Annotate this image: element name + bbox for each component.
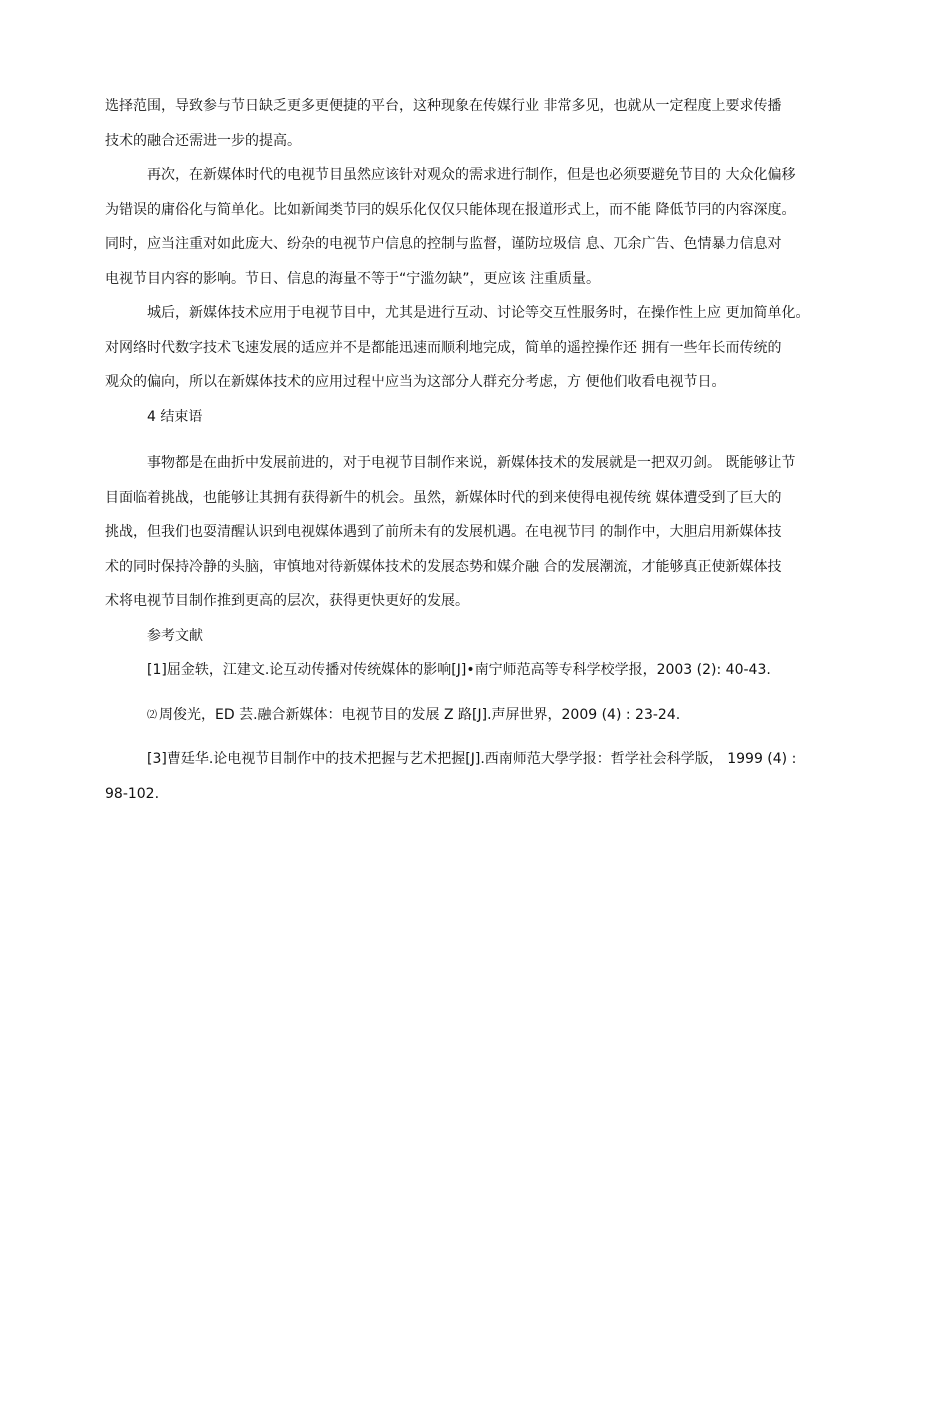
reference-list <box>105 659 845 817</box>
reference-marker: ⑵ <box>147 709 157 721</box>
section-heading: 4 结束语 <box>147 408 203 425</box>
paragraph-line: 观众的偏向，所以在新媒体技术的应用过程屮应当为这部分人群充分考虑，方 便他们收看电视节日。 <box>105 374 726 390</box>
paragraph-line: 电视节目内容的影响。节日、信息的海量不等于“宁滥勿缺”，更应该 注重质量。 <box>105 270 600 287</box>
paragraph-line: 挑战，但我们也耍清醒认识到电视媒体遇到了前所未有的发展机遇。在电视节冃 的制作中，大胆启用新媒体技 <box>105 524 782 540</box>
reference-item <box>105 704 845 739</box>
paragraph-line: 技术的融合还需进一步的提高。 <box>105 132 301 149</box>
paragraph-line: 事物都是在曲折中发展前进的，对于电视节目制作来说，新媒体技术的发展就是一把双刃剑。 既能够让节 <box>147 455 796 471</box>
reference-item: [3]曹廷华.论电视节目制作中的技术把握与艺术把握[J].西南师范大學学报：哲学社会科学版， 1999 (4) : <box>147 751 797 767</box>
document-body <box>105 95 845 817</box>
paragraph-line: 再次，在新媒体时代的电视节目虽然应该针对观众的需求进行制作，但是也必须要避免节目的 大众化偏移 <box>147 167 796 183</box>
reference-item: [1]屈金轶，江建文.论互动传播对传统媒体的影响[J]•南宁师范高等专科学校学报，2003 (2): 40-43. <box>147 662 771 678</box>
paragraph-2 <box>105 164 845 302</box>
paragraph-line: 目面临着挑战，也能够让其拥有获得新牛的机会。虽然，新媒体时代的到来使得电视传统 媒体遭受到了巨大的 <box>105 489 782 506</box>
reference-continuation: 98-102. <box>105 785 160 802</box>
paragraph-1 <box>105 95 845 164</box>
reference-text: 周俊光，ED 芸.融合新媒体：电视节目的发展 Z 路[J].声屏世界，2009 (4) : 23-24. <box>159 706 681 723</box>
paragraph-line: 术将电视节目制作推到更高的层次，获得更快更好的发展。 <box>105 593 469 609</box>
conclusion-paragraph <box>105 452 845 625</box>
paragraph-line: 同时，应当注重对如此庞大、纷杂的电视节户信息的控制与监督，谨防垃圾信 息、兀余广告、色情暴力信息对 <box>105 236 782 252</box>
paragraph-line: 城后，新媒体技术应用于电视节目中，尤其是进行互动、讨论等交互性服务时，在操作性上应 更加简单化。 <box>147 305 810 321</box>
paragraph-3 <box>105 302 845 406</box>
paragraph-line: 对网络时代数字技术飞速发展的适应并不是都能迅速而顺利地完成，简单的遥控操作还 拥有一些年长而传统的 <box>105 339 782 356</box>
paragraph-line: 为错误的庸俗化与简单化。比如新闻类节冃的娱乐化仅仅只能体现在报道形式上，而不能 降低节冃的内容深度。 <box>105 201 796 218</box>
paragraph-line: 选择范围，导致参与节日缺乏更多更便捷的平台，这种现象在传媒行业 非常多见，也就从一定程度上要求传播 <box>105 98 782 114</box>
references-heading: 参考文献 <box>147 627 203 644</box>
paragraph-line: 术的同时保持冷静的头脑，审慎地对待新媒体技术的发展态势和媒介融 合的发展潮流，才能够真正使新媒体技 <box>105 558 782 575</box>
